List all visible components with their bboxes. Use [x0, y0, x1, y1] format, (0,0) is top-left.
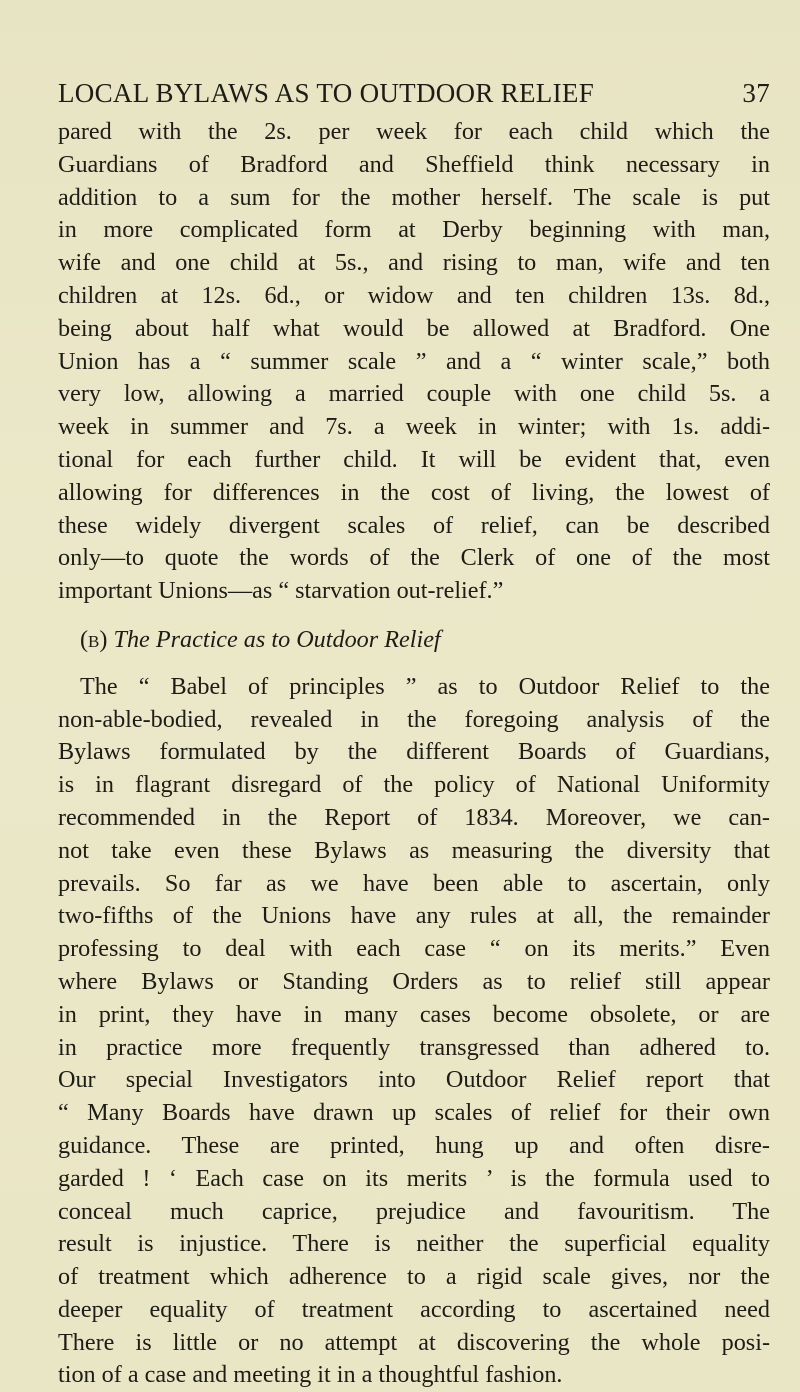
text-line: important Unions—as “ starvation out-relief.” [58, 577, 504, 605]
text-line: of treatment which adherence to a rigid scale gives, nor the [58, 1263, 770, 1291]
text-line: Bylaws formulated by the different Boards of Guardians, [58, 738, 770, 766]
page-number: 37 [742, 78, 770, 108]
text-line: Our special Investigators into Outdoor Relief report that [58, 1066, 770, 1094]
paragraph-1 [58, 116, 770, 608]
text-line: non-able-bodied, revealed in the foregoing analysis of the [58, 705, 770, 733]
text-line: The “ Babel of principles ” as to Outdoor Relief to the [80, 672, 770, 700]
text-line: deeper equality of treatment according to ascertained need [58, 1295, 770, 1323]
text-line: recommended in the Report of 1834. Moreover, we can- [58, 803, 770, 831]
text-line: addition to a sum for the mother herself. The scale is put [58, 183, 770, 211]
section-title: The Practice as to Outdoor Relief [113, 625, 441, 653]
text-line: two-fifths of the Unions have any rules at all, the remainder [58, 902, 770, 930]
text-line: prevails. So far as we have been able to ascertain, only [58, 869, 770, 897]
text-line: wife and one child at 5s., and rising to man, wife and ten [58, 249, 770, 277]
paragraph-2 [58, 671, 770, 1392]
text-line: tional for each further child. It will be evident that, even [58, 445, 770, 473]
text-line: There is little or no attempt at discovering the whole posi- [58, 1328, 770, 1356]
text-line: in practice more frequently transgressed than adhered to. [58, 1033, 770, 1061]
section-marker: (b) [80, 625, 108, 653]
text-line: tion of a case and meeting it in a thoughtful fashion. [58, 1361, 563, 1389]
running-header-title: LOCAL BYLAWS AS TO OUTDOOR RELIEF [58, 78, 595, 108]
text-line: professing to deal with each case “ on its merits.” Even [58, 935, 770, 963]
text-line: conceal much caprice, prejudice and favouritism. The [58, 1197, 770, 1225]
text-line: not take even these Bylaws as measuring the diversity that [58, 836, 770, 864]
text-line: these widely divergent scales of relief, can be described [58, 511, 770, 539]
text-line: in more complicated form at Derby beginning with man, [58, 216, 770, 244]
text-line: Guardians of Bradford and Sheffield think necessary in [58, 150, 770, 178]
text-line: Union has a “ summer scale ” and a “ winter scale,” both [58, 347, 770, 375]
text-line: children at 12s. 6d., or widow and ten children 13s. 8d., [58, 281, 770, 309]
text-line: guidance. These are printed, hung up and often disre- [58, 1131, 770, 1159]
text-line: where Bylaws or Standing Orders as to relief still appear [58, 967, 770, 995]
section-heading [58, 624, 770, 657]
text-line: very low, allowing a married couple with one child 5s. a [58, 380, 770, 408]
text-line: in print, they have in many cases become obsolete, or are [58, 1000, 770, 1028]
body-text [58, 116, 770, 1392]
text-line: result is injustice. There is neither the superficial equality [58, 1230, 770, 1258]
text-line: allowing for differences in the cost of living, the lowest of [58, 478, 770, 506]
text-line: garded ! ‘ Each case on its merits ’ is the formula used to [58, 1164, 770, 1192]
text-line: week in summer and 7s. a week in winter; with 1s. addi- [58, 413, 770, 441]
text-line: “ Many Boards have drawn up scales of relief for their own [58, 1099, 770, 1127]
running-header [58, 78, 770, 109]
text-line: is in flagrant disregard of the policy of National Uniformity [58, 771, 770, 799]
text-line: only—to quote the words of the Clerk of one of the most [58, 544, 770, 572]
text-line: pared with the 2s. per week for each child which the [58, 118, 770, 145]
text-line: being about half what would be allowed at Bradford. One [58, 314, 770, 342]
